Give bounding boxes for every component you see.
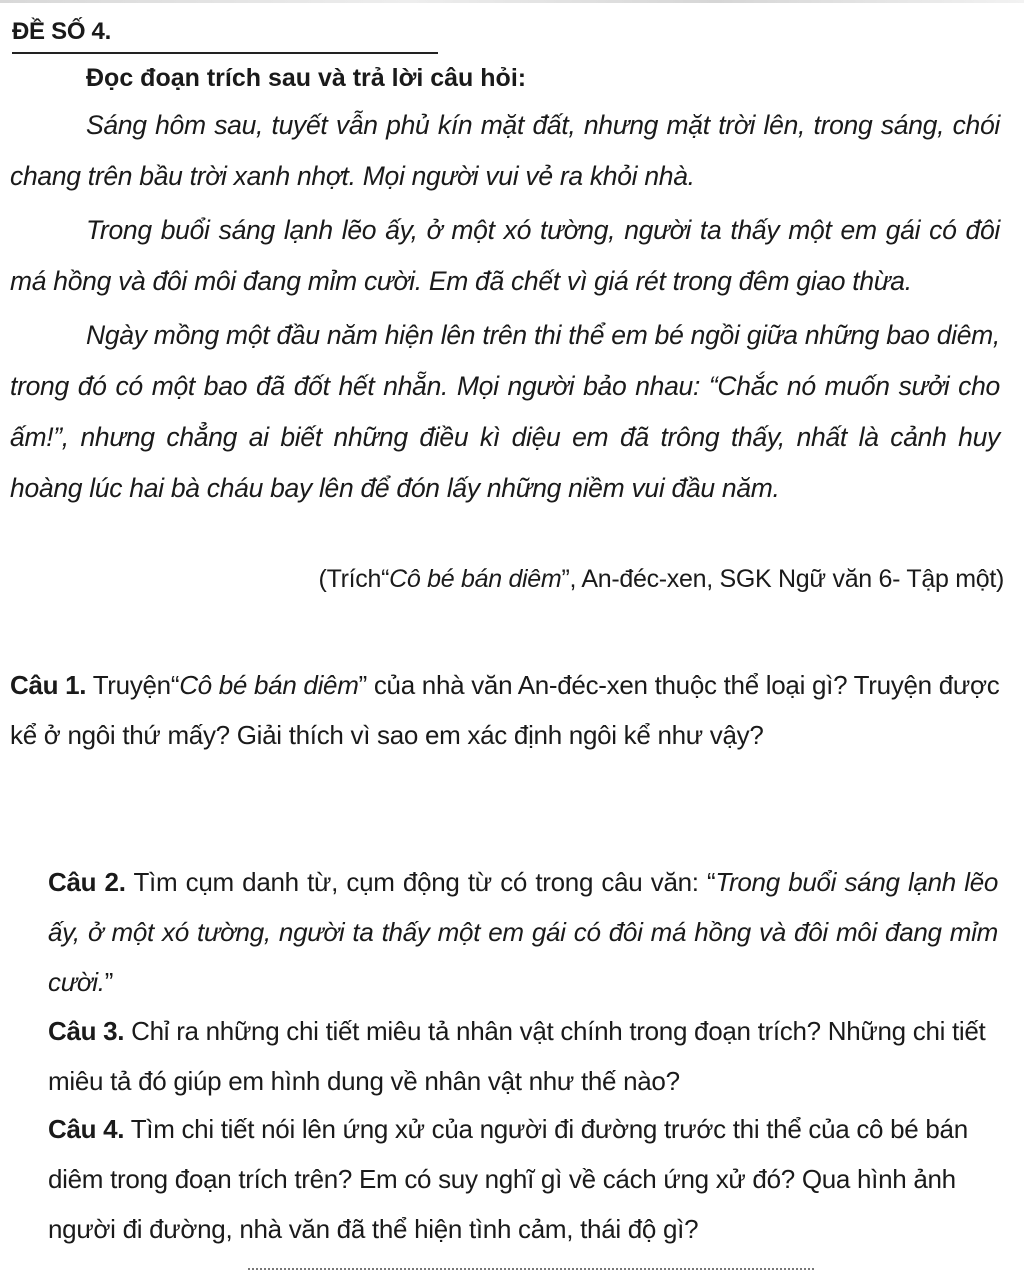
question-3 — [48, 1006, 998, 1106]
source-suffix: ”, An-đéc-xen, SGK Ngữ văn 6- Tập một) — [561, 565, 1004, 593]
passage-paragraph-2: Trong buổi sáng lạnh lẽo ấy, ở một xó tường, người ta thấy một em gái có đôi má hồng và đôi môi đang mỉm cười. Em đã chết vì giá rét trong đêm giao thừa. — [10, 215, 1000, 296]
exam-title: ĐỀ SỐ 4. — [12, 18, 438, 54]
source-work-title: Cô bé bán diêm — [389, 565, 562, 593]
passage-paragraph-1: Sáng hôm sau, tuyết vẫn phủ kín mặt đất, nhưng mặt trời lên, trong sáng, chói chang trên bầu trời xanh nhợt. Mọi người vui vẻ ra khỏi nhà. — [10, 110, 1000, 191]
excerpt-passage — [10, 100, 1000, 517]
question-1 — [10, 660, 1006, 760]
top-edge-line — [0, 0, 1024, 3]
question-2-pre: Tìm cụm danh từ, cụm động từ có trong câu văn: “ — [125, 867, 716, 897]
excerpt-source — [319, 565, 1004, 594]
question-4 — [48, 1104, 998, 1254]
dotted-answer-line — [248, 1268, 814, 1272]
question-3-label: Câu 3. — [48, 1016, 125, 1046]
question-2 — [48, 857, 998, 1007]
source-prefix: (Trích“ — [318, 565, 390, 593]
question-3-text: Chỉ ra những chi tiết miêu tả nhân vật chính trong đoạn trích? Những chi tiết miêu tả đó giúp em hình dung về nhân vật như thế nào? — [48, 1016, 986, 1096]
question-1-post: ” của nhà văn An-đéc-xen thuộc thể loại gì? Truyện được kể ở ngôi thứ mấy? Giải thích vì sao em xác định ngôi kể như vậy? — [10, 670, 1000, 750]
passage-paragraph-3: Ngày mồng một đầu năm hiện lên trên thi thể em bé ngồi giữa những bao diêm, trong đó có một bao đã đốt hết nhẵn. Mọi người bảo nhau: “Chắc nó muốn sưởi cho ấm!”, nhưng chẳng ai biết những điều kì diệu em đã trông thấy, nhất là cảnh huy hoàng lúc hai bà cháu bay lên để đón lấy những niềm vui đầu năm. — [10, 320, 1000, 503]
question-1-pre: Truyện“ — [86, 670, 180, 700]
reading-instruction: Đọc đoạn trích sau và trả lời câu hỏi: — [86, 64, 527, 92]
question-1-label: Câu 1. — [10, 670, 87, 700]
question-2-post: ” — [104, 967, 114, 997]
question-2-quoted-sentence: Trong buổi sáng lạnh lẽo ấy, ở một xó tường, người ta thấy một em gái có đôi má hồng và đôi môi đang mỉm cười. — [48, 867, 999, 997]
question-1-work-title: Cô bé bán diêm — [179, 670, 359, 700]
question-4-label: Câu 4. — [48, 1114, 125, 1144]
question-2-label: Câu 2. — [48, 867, 126, 897]
question-4-text: Tìm chi tiết nói lên ứng xử của người đi đường trước thi thể của cô bé bán diêm trong đoạn trích trên? Em có suy nghĩ gì về cách ứng xử đó? Qua hình ảnh người đi đường, nhà văn đã thể hiện tình cảm, thái độ gì? — [48, 1114, 968, 1244]
